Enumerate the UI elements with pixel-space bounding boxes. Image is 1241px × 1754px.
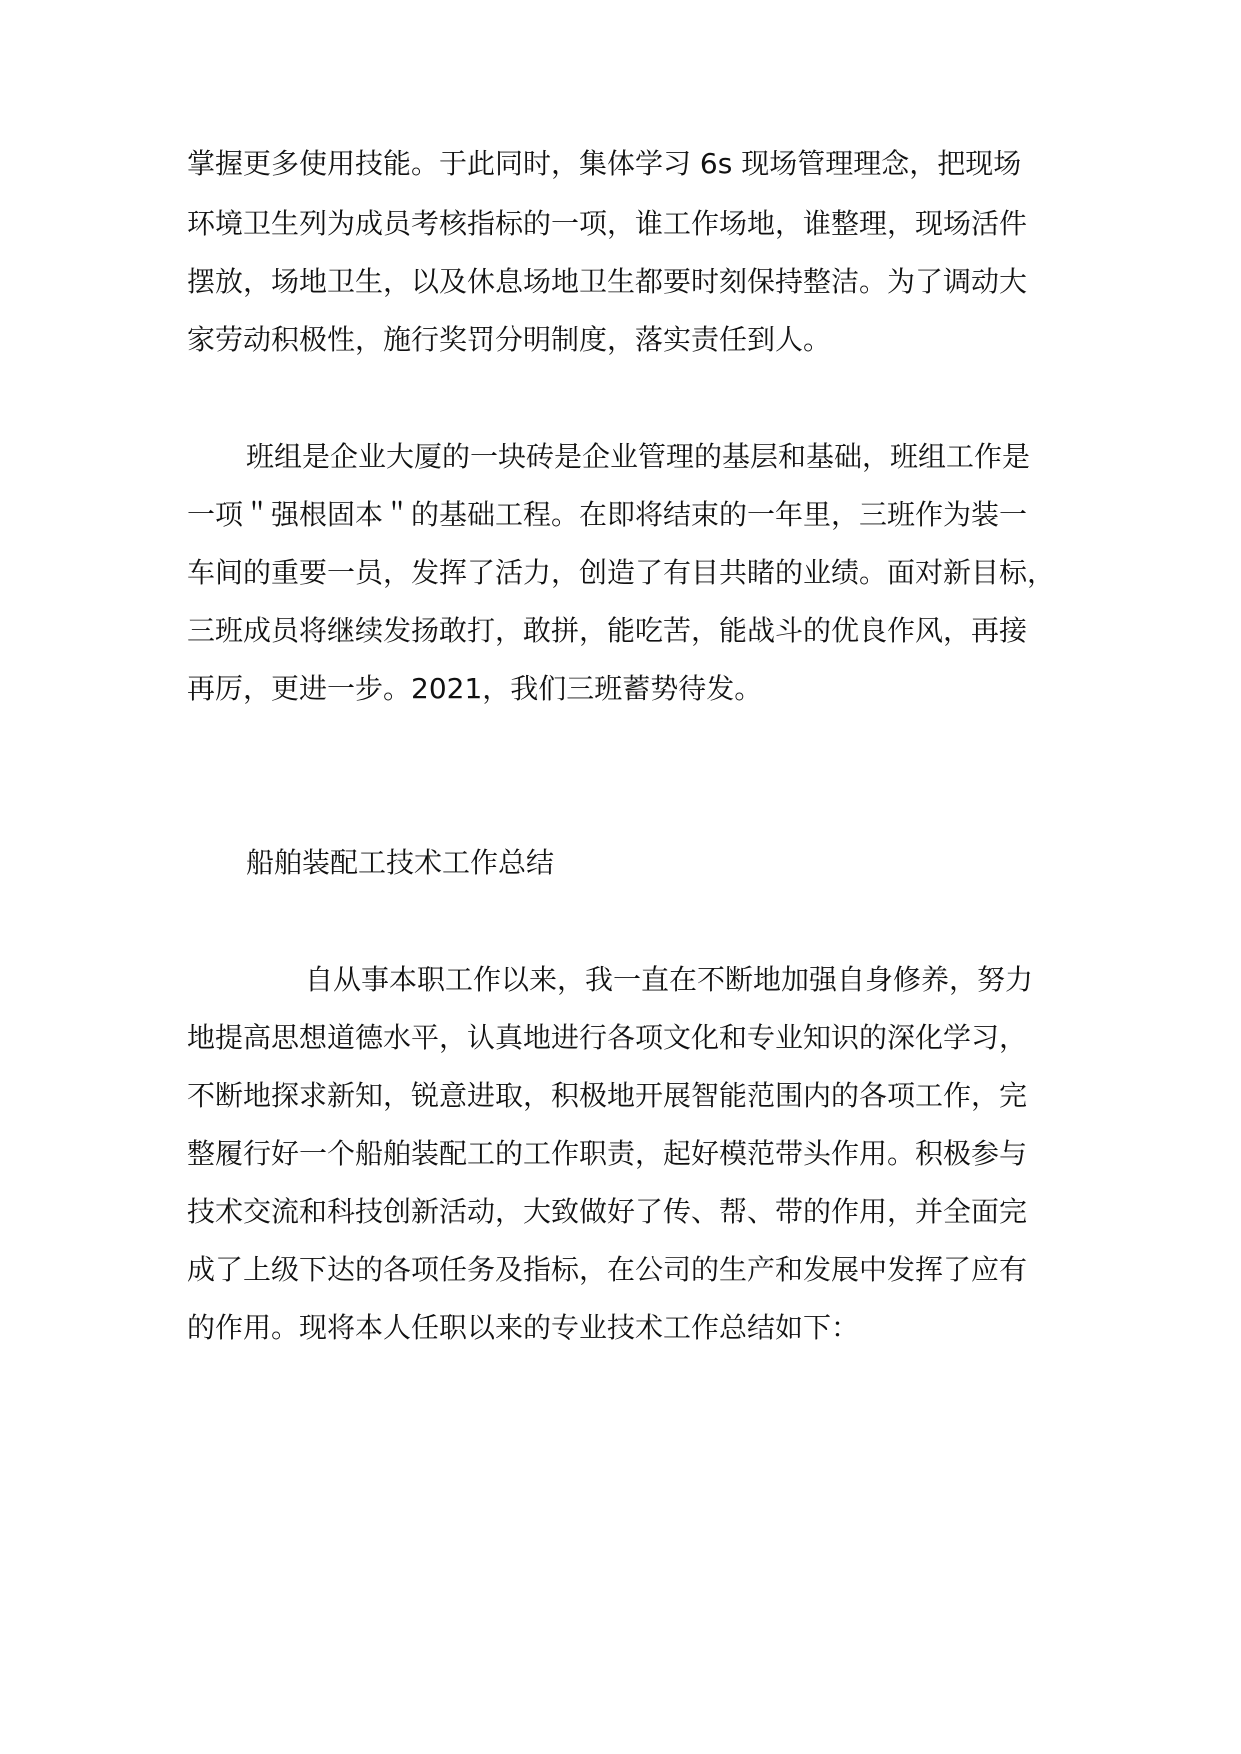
paragraph-line: 环境卫生列为成员考核指标的一项，谁工作场地，谁整理，现场活件 xyxy=(187,207,1028,240)
paragraph-line: 再厉，更进一步。2021，我们三班蓄势待发。 xyxy=(187,672,763,705)
paragraph-line: 地提高思想道德水平，认真地进行各项文化和专业知识的深化学习， xyxy=(187,1021,1028,1054)
section-title: 船舶装配工技术工作总结 xyxy=(246,846,555,879)
paragraph-line: 成了上级下达的各项任务及指标，在公司的生产和发展中发挥了应有 xyxy=(187,1253,1028,1286)
paragraph-line: 家劳动积极性，施行奖罚分明制度，落实责任到人。 xyxy=(187,323,832,356)
paragraph-line: 班组是企业大厦的一块砖是企业管理的基层和基础，班组工作是 xyxy=(246,440,1031,473)
paragraph-line: 技术交流和科技创新活动，大致做好了传、帮、带的作用，并全面完 xyxy=(187,1195,1028,1228)
paragraph-line: 摆放，场地卫生，以及休息场地卫生都要时刻保持整洁。为了调动大 xyxy=(187,265,1028,298)
paragraph-line: 车间的重要一员，发挥了活力，创造了有目共睹的业绩。面对新目标， xyxy=(187,556,1056,589)
paragraph-line: 的作用。现将本人任职以来的专业技术工作总结如下： xyxy=(187,1311,860,1344)
paragraph-line: 整履行好一个船舶装配工的工作职责，起好模范带头作用。积极参与 xyxy=(187,1137,1028,1170)
paragraph-line: 不断地探求新知，锐意进取，积极地开展智能范围内的各项工作，完 xyxy=(187,1079,1028,1112)
paragraph-line: 掌握更多使用技能。于此同时，集体学习 6s 现场管理理念，把现场 xyxy=(187,147,1022,180)
paragraph-line: 一项＂强根固本＂的基础工程。在即将结束的一年里，三班作为装一 xyxy=(187,498,1028,531)
paragraph-line: 自从事本职工作以来，我一直在不断地加强自身修养，努力 xyxy=(305,963,1034,996)
paragraph-line: 三班成员将继续发扬敢打，敢拼，能吃苦，能战斗的优良作风，再接 xyxy=(187,614,1028,647)
